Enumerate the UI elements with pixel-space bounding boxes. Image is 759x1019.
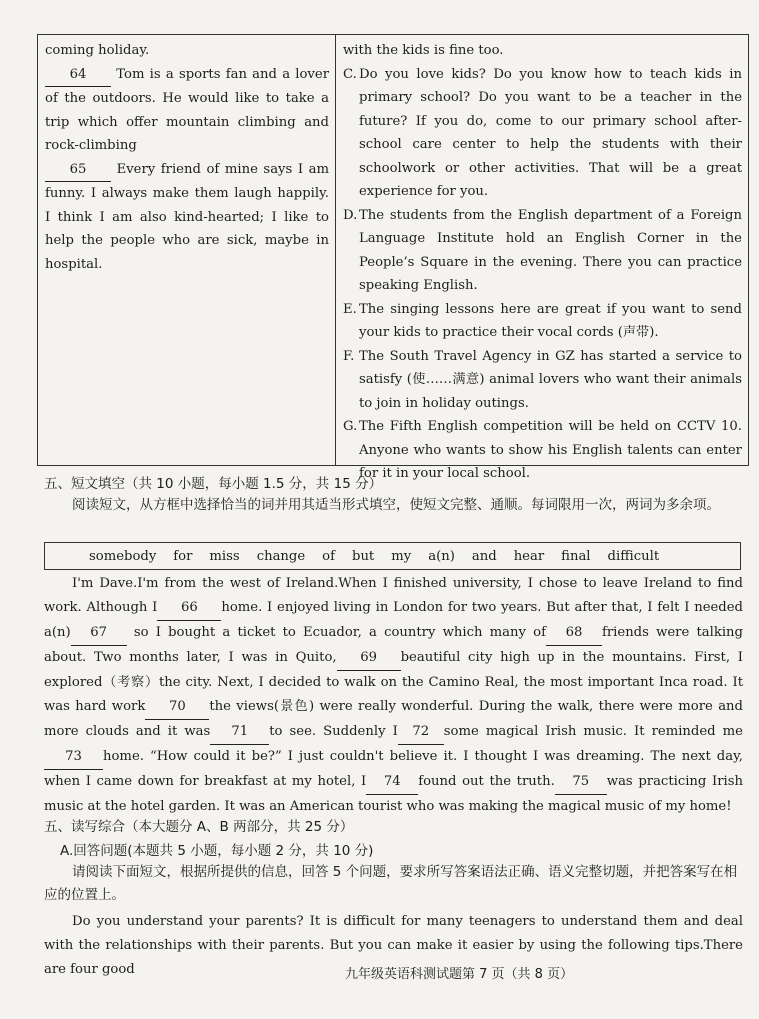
answer-blank[interactable]: 69	[337, 646, 401, 671]
subsection-heading: A.回答问题(本题共 5 小题，每小题 2 分，共 10 分)	[60, 843, 374, 859]
option-c	[343, 63, 742, 204]
word-bank-word: a(n)	[428, 548, 455, 564]
matching-table	[37, 34, 749, 481]
options-column	[336, 35, 748, 481]
item-64	[45, 63, 329, 158]
passage-text: was practicing Irish music at the hotel garden. It was an American tourist who was making the magical music of my home!	[44, 774, 743, 814]
option-text: The Fifth English competition will be held on CCTV 10. Anyone who wants to show his English talents can enter for it in your local school.	[359, 419, 742, 481]
word-bank-word: miss	[209, 548, 240, 564]
word-bank	[44, 542, 741, 570]
item-text: Every friend of mine says I am funny. I always make them laugh happily. I think I am also kind-hearted; I like to help the people who are sick, maybe in hospital.	[45, 161, 329, 272]
answer-blank[interactable]: 68	[546, 621, 602, 646]
option-letter: E.	[343, 301, 357, 317]
passage-text: some magical Irish music. It reminded me	[443, 724, 743, 739]
passage-text: home. I enjoyed living in London for two years. But after that, I felt I needed a(n)	[44, 600, 743, 640]
section-instruction: 阅读短文，从方框中选择恰当的词并用其适当形式填空，使短文完整、通顺。每词限用一次，两词为多余项。	[72, 497, 720, 513]
passage-text: the views(景色) were really wonderful. During the walk, there were more and more clouds and it was	[44, 699, 743, 739]
answer-blank[interactable]: 71	[210, 720, 269, 745]
answer-blank[interactable]: 70	[145, 695, 209, 720]
option-text: The South Travel Agency in GZ has started a service to satisfy (使……满意) animal lovers who want their animals to join in holiday outings.	[359, 348, 742, 411]
word-bank-word: hear	[513, 548, 545, 564]
passage-text: home. “How could it be?” I just couldn't believe it. I thought I was dreaming. The next day, when I came down for breakfast at my hotel, I	[44, 749, 743, 789]
word-bank-word: final	[561, 548, 591, 564]
answer-blank[interactable]: 64	[45, 63, 111, 88]
option-f	[343, 345, 742, 416]
answer-blank[interactable]: 72	[398, 720, 444, 745]
passage-text: to see. Suddenly I	[269, 724, 398, 739]
answer-blank[interactable]: 74	[366, 770, 418, 795]
option-d	[343, 204, 742, 298]
passage-text: so I bought a ticket to Ecuador, a country which many of	[133, 625, 546, 640]
option-text: The singing lessons here are great if you want to send your kids to practice their vocal cords (声带).	[359, 301, 742, 340]
section-instruction: 请阅读下面短文，根据所提供的信息，回答 5 个问题，要求所写答案语法正确、语义完整切题，并把答案写在相应的位置上。	[44, 864, 738, 903]
item-65	[45, 158, 329, 277]
section-heading: 五、短文填空（共 10 小题，每小题 1.5 分，共 15 分）	[44, 476, 383, 492]
word-bank-word: of	[322, 548, 335, 564]
option-text: The students from the English department of a Foreign Language Institute hold an English Corner in the People’s Square in the evening. There you can practice speaking English.	[359, 207, 742, 293]
word-bank-word: difficult	[607, 548, 660, 564]
word-bank-word: change	[256, 548, 306, 564]
option-e	[343, 298, 742, 345]
right-top-text: with the kids is fine too.	[343, 43, 504, 58]
word-bank-word: for	[173, 548, 193, 564]
option-letter: D.	[343, 207, 358, 223]
page-footer: 九年级英语科测试题第 7 页（共 8 页）	[345, 967, 574, 982]
option-g	[343, 415, 742, 486]
section-heading: 五、读写综合（本大题分 A、B 两部分，共 25 分）	[44, 819, 354, 835]
answer-blank[interactable]: 67	[71, 621, 127, 646]
option-letter: G.	[343, 419, 358, 434]
answer-blank[interactable]: 66	[157, 596, 221, 621]
people-column	[38, 35, 336, 465]
answer-blank[interactable]: 75	[555, 770, 607, 795]
answer-blank[interactable]: 73	[44, 745, 103, 770]
passage-text: found out the truth.	[418, 774, 555, 789]
reading-text: Do you understand your parents? It is difficult for many teenagers to understand them and deal with the relationships with their parents. But you can make it easier by using the following tips.There are four good	[44, 914, 743, 977]
word-bank-word: and	[471, 548, 497, 564]
passage-text: beautiful city high up in the mountains. First, I explored（考察）the city. Next, I decided to walk on the Camino Real, the most important Inca road. It was hard work	[44, 650, 743, 714]
item-text: Tom is a sports fan and a lover of the outdoors. He would like to take a trip which offer mountain climbing and rock-climbing	[45, 66, 329, 153]
passage-text: I'm Dave.I'm from the west of Ireland.When I finished university, I chose to leave Ireland to find work. Although I	[44, 576, 743, 615]
word-bank-word: but	[352, 548, 375, 564]
word-bank-word: my	[391, 548, 412, 564]
word-bank-word: somebody	[89, 548, 157, 564]
option-letter: C.	[343, 66, 357, 82]
cloze-passage	[44, 572, 743, 819]
passage-text: friends were talking about. Two months later, I was in Quito,	[44, 625, 743, 665]
option-text: Do you love kids? Do you know how to teach kids in primary school? Do you want to be a teacher in the future? If you do, come to our primary school after-school care center to help the students with their schoolwork or other activities. That will be a great experience for you.	[359, 66, 742, 199]
option-letter: F.	[343, 348, 355, 364]
answer-blank[interactable]: 65	[45, 158, 111, 183]
left-top-text: coming holiday.	[45, 43, 150, 58]
